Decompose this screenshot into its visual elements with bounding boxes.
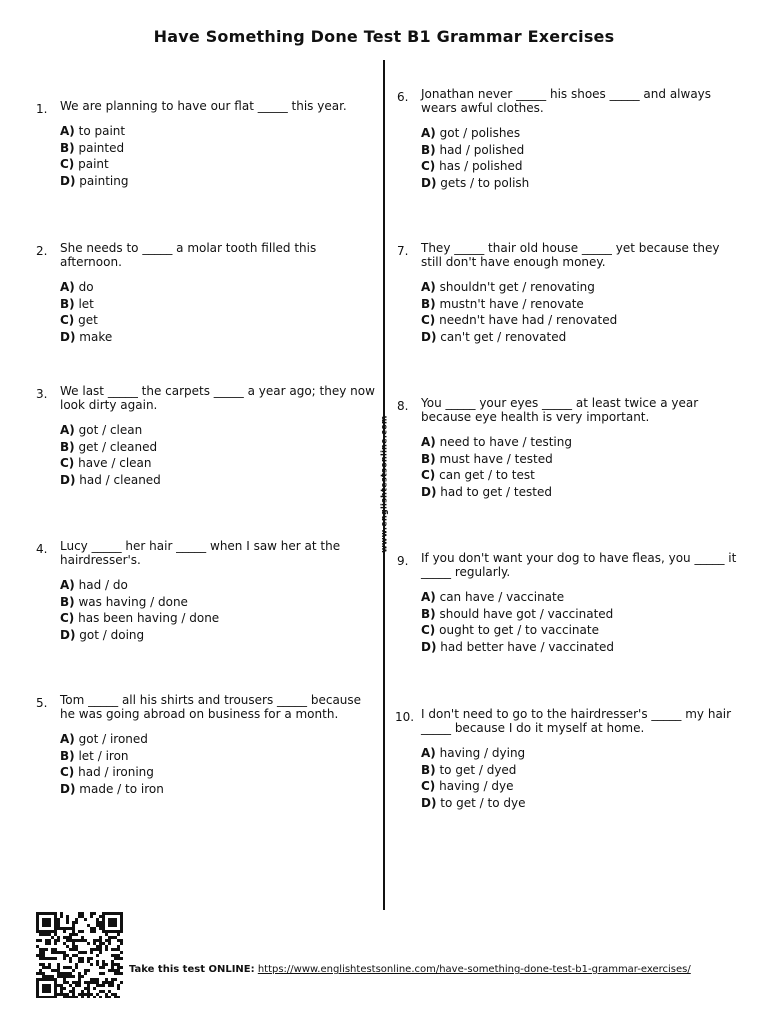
option-c: C) had / ironing [60,765,154,779]
option-d: D) to get / to dye [421,795,526,810]
option-c: C) paint [60,157,109,171]
question-number: 8. [397,399,409,413]
test-url-link[interactable]: https://www.englishtestsonline.com/have-something-done-test-b1-grammar-exercises/ [257,964,691,975]
page-title: Have Something Done Test B1 Grammar Exercises [153,27,615,46]
option-a: A) need to have / testing [421,435,572,449]
option-a: A) do [60,280,94,294]
option-list [421,434,742,500]
question-text: We are planning to have our flat _____ this year. [60,99,347,113]
option-c: C) having / dye [421,779,514,793]
question-number: 2. [36,244,48,258]
question-5 [36,693,376,797]
option-b: B) was having / done [60,594,188,609]
option-d: D) had to get / tested [421,484,552,499]
question-number: 3. [36,387,48,401]
question-text: Tom _____ all his shirts and trousers _____ because he was going abroad on business for a month. [60,693,362,721]
option-list [60,279,376,345]
option-a: A) got / clean [60,423,143,437]
option-d: D) made / to iron [60,781,164,796]
question-8 [397,396,742,500]
question-7 [397,241,742,345]
question-text: Jonathan never _____ his shoes _____ and always wears awful clothes. [421,87,712,115]
option-d: D) painting [60,173,129,188]
option-c: C) can get / to test [421,468,535,482]
option-list [421,589,742,655]
option-d: D) gets / to polish [421,175,530,190]
option-a: A) can have / vaccinate [421,590,565,604]
question-4 [36,539,376,643]
question-text: You _____ your eyes _____ at least twice a year because eye health is very important. [421,396,699,424]
option-c: C) has / polished [421,159,523,173]
option-c: C) needn't have had / renovated [421,313,618,327]
option-d: D) make [60,329,113,344]
question-text: We last _____ the carpets _____ a year ago; they now look dirty again. [60,384,375,412]
option-a: A) shouldn't get / renovating [421,280,595,294]
option-b: B) should have got / vaccinated [421,606,614,621]
option-d: D) had / cleaned [60,472,161,487]
question-number: 5. [36,696,48,710]
question-number: 6. [397,90,409,104]
option-b: B) get / cleaned [60,439,158,454]
option-b: B) let [60,296,94,311]
option-list [421,125,742,191]
option-list [421,745,742,811]
question-1 [36,99,376,189]
question-3 [36,384,376,488]
question-number: 7. [397,244,409,258]
question-number: 1. [36,102,48,116]
option-c: C) have / clean [60,456,152,470]
option-a: A) got / ironed [60,732,148,746]
question-text: They _____ thair old house _____ yet because they still don't have enough money. [421,241,720,269]
option-a: A) got / polishes [421,126,521,140]
option-list [60,422,376,488]
question-9 [397,551,742,655]
question-text: Lucy _____ her hair _____ when I saw her at the hairdresser's. [60,539,341,567]
option-c: C) ought to get / to vaccinate [421,623,599,637]
option-d: D) had better have / vaccinated [421,639,614,654]
side-watermark-url: www.englishtestsonline.com [379,415,389,553]
question-10 [397,707,742,811]
option-d: D) can't get / renovated [421,329,567,344]
option-b: B) mustn't have / renovate [421,296,584,311]
option-d: D) got / doing [60,627,145,642]
option-b: B) must have / tested [421,451,553,466]
question-text: She needs to _____ a molar tooth filled this afternoon. [60,241,317,269]
footer-online-link [129,964,709,976]
option-a: A) had / do [60,578,128,592]
option-b: B) painted [60,140,125,155]
option-b: B) had / polished [421,142,525,157]
footer-label: Take this test ONLINE: [129,964,255,975]
option-b: B) to get / dyed [421,762,517,777]
option-c: C) has been having / done [60,611,220,625]
option-a: A) having / dying [421,746,526,760]
question-text: If you don't want your dog to have fleas, you _____ it _____ regularly. [421,551,737,579]
question-number: 4. [36,542,48,556]
question-number: 10. [395,710,415,724]
qr-code-icon[interactable] [36,912,126,998]
option-list [421,279,742,345]
question-number: 9. [397,554,409,568]
option-a: A) to paint [60,124,126,138]
option-list [60,577,376,643]
question-2 [36,241,376,345]
option-c: C) get [60,313,98,327]
option-b: B) let / iron [60,748,129,763]
option-list [60,731,376,797]
question-text: I don't need to go to the hairdresser's _____ my hair _____ because I do it myself at home. [421,707,732,735]
option-list [60,123,376,189]
question-6 [397,87,742,191]
